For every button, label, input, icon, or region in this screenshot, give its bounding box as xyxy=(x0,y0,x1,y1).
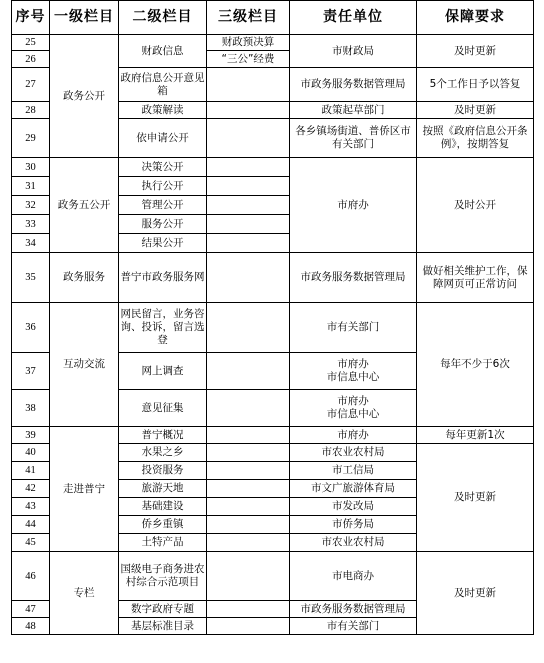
row-number: 25 xyxy=(12,35,50,51)
row-number: 46 xyxy=(12,552,50,601)
table-row xyxy=(12,253,534,303)
level3-cell xyxy=(207,234,290,253)
unit-cell: 市有关部门 xyxy=(290,303,417,353)
row-number: 38 xyxy=(12,390,50,427)
level2-cell: 结果公开 xyxy=(119,234,207,253)
table-row xyxy=(12,552,534,601)
level2-cell: 旅游天地 xyxy=(119,480,207,498)
level3-cell xyxy=(207,601,290,618)
level2-cell: 政府信息公开意见箱 xyxy=(119,68,207,102)
level3-cell xyxy=(207,215,290,234)
level3-cell xyxy=(207,444,290,462)
row-number: 45 xyxy=(12,534,50,552)
level3-cell xyxy=(207,462,290,480)
header-unit: 责任单位 xyxy=(290,1,417,35)
table-row xyxy=(12,427,534,444)
level2-cell: 管理公开 xyxy=(119,196,207,215)
row-number: 31 xyxy=(12,177,50,196)
requirement-cell: 及时更新 xyxy=(417,35,534,68)
row-number: 32 xyxy=(12,196,50,215)
unit-cell: 市工信局 xyxy=(290,462,417,480)
unit-cell xyxy=(290,353,417,390)
level1-cell: 政务五公开 xyxy=(50,158,119,253)
level2-cell: 财政信息 xyxy=(119,35,207,68)
unit-cell: 市侨务局 xyxy=(290,516,417,534)
level2-cell: 网上调查 xyxy=(119,353,207,390)
level2-cell: 政策解读 xyxy=(119,102,207,119)
level3-cell xyxy=(207,516,290,534)
row-number: 48 xyxy=(12,618,50,635)
row-number: 33 xyxy=(12,215,50,234)
row-number: 40 xyxy=(12,444,50,462)
unit-cell: 政策起草部门 xyxy=(290,102,417,119)
header-level3: 三级栏目 xyxy=(207,1,290,35)
header-level2: 二级栏目 xyxy=(119,1,207,35)
requirement-cell: 及时更新 xyxy=(417,552,534,635)
row-number: 47 xyxy=(12,601,50,618)
requirement-cell: 及时公开 xyxy=(417,158,534,253)
unit-cell: 市发改局 xyxy=(290,498,417,516)
row-number: 36 xyxy=(12,303,50,353)
level2-cell: 执行公开 xyxy=(119,177,207,196)
unit-line: 市府办 xyxy=(337,358,369,370)
requirement-cell: 每年更新1次 xyxy=(417,427,534,444)
unit-cell: 市府办 xyxy=(290,427,417,444)
unit-cell: 各乡镇场街道、普侨区市有关部门 xyxy=(290,119,417,158)
level3-cell xyxy=(207,552,290,601)
level2-cell: 服务公开 xyxy=(119,215,207,234)
unit-cell: 市文广旅游体育局 xyxy=(290,480,417,498)
unit-cell: 市电商办 xyxy=(290,552,417,601)
level3-cell xyxy=(207,303,290,353)
level2-cell: 意见征集 xyxy=(119,390,207,427)
row-number: 42 xyxy=(12,480,50,498)
level2-cell: 国级电子商务进农村综合示范项目 xyxy=(119,552,207,601)
level3-cell xyxy=(207,177,290,196)
level2-cell: 基层标准目录 xyxy=(119,618,207,635)
header-serial: 序号 xyxy=(12,1,50,35)
row-number: 28 xyxy=(12,102,50,119)
level2-cell: 土特产品 xyxy=(119,534,207,552)
row-number: 27 xyxy=(12,68,50,102)
level3-cell: “三公”经费 xyxy=(207,51,290,68)
row-number: 35 xyxy=(12,253,50,303)
level1-cell: 走进普宁 xyxy=(50,427,119,552)
row-number: 44 xyxy=(12,516,50,534)
level1-cell: 政务公开 xyxy=(50,35,119,158)
requirement-cell: 及时更新 xyxy=(417,444,534,552)
level3-cell xyxy=(207,618,290,635)
level3-cell: 财政预决算 xyxy=(207,35,290,51)
level2-cell: 普宁市政务服务网 xyxy=(119,253,207,303)
unit-cell: 市政务服务数据管理局 xyxy=(290,601,417,618)
unit-cell: 市府办 xyxy=(290,158,417,253)
level2-cell: 投资服务 xyxy=(119,462,207,480)
level2-cell: 普宁概况 xyxy=(119,427,207,444)
level3-cell xyxy=(207,253,290,303)
table-row xyxy=(12,303,534,353)
level1-cell: 政务服务 xyxy=(50,253,119,303)
level3-cell xyxy=(207,119,290,158)
row-number: 29 xyxy=(12,119,50,158)
unit-cell: 市农业农村局 xyxy=(290,534,417,552)
unit-cell xyxy=(290,390,417,427)
requirement-cell: 按照《政府信息公开条例》，按期答复 xyxy=(417,119,534,158)
level2-cell: 基础建设 xyxy=(119,498,207,516)
requirement-cell: 每年不少于6次 xyxy=(417,303,534,427)
row-number: 43 xyxy=(12,498,50,516)
unit-cell: 市政务服务数据管理局 xyxy=(290,68,417,102)
unit-cell: 市农业农村局 xyxy=(290,444,417,462)
level3-cell xyxy=(207,68,290,102)
header-level1: 一级栏目 xyxy=(50,1,119,35)
table-row xyxy=(12,35,534,51)
row-number: 34 xyxy=(12,234,50,253)
unit-line: 市府办 xyxy=(337,395,369,407)
level2-cell: 侨乡重镇 xyxy=(119,516,207,534)
requirement-cell: 5个工作日予以答复 xyxy=(417,68,534,102)
level3-cell xyxy=(207,158,290,177)
level3-cell xyxy=(207,353,290,390)
level3-cell xyxy=(207,196,290,215)
row-number: 26 xyxy=(12,51,50,68)
level3-cell xyxy=(207,102,290,119)
level3-cell xyxy=(207,534,290,552)
level3-cell xyxy=(207,427,290,444)
level2-cell: 依申请公开 xyxy=(119,119,207,158)
header-row xyxy=(12,1,534,35)
unit-line: 市信息中心 xyxy=(326,408,380,420)
unit-cell: 市财政局 xyxy=(290,35,417,68)
row-number: 39 xyxy=(12,427,50,444)
unit-line: 市信息中心 xyxy=(326,371,380,383)
header-requirement: 保障要求 xyxy=(417,1,534,35)
table-row xyxy=(12,158,534,177)
level3-cell xyxy=(207,498,290,516)
requirement-cell: 及时更新 xyxy=(417,102,534,119)
row-number: 37 xyxy=(12,353,50,390)
row-number: 30 xyxy=(12,158,50,177)
row-number: 41 xyxy=(12,462,50,480)
requirement-cell: 做好相关维护工作，保障网页可正常访问 xyxy=(417,253,534,303)
level2-cell: 决策公开 xyxy=(119,158,207,177)
level2-cell: 水果之乡 xyxy=(119,444,207,462)
level3-cell xyxy=(207,390,290,427)
level2-cell: 数字政府专题 xyxy=(119,601,207,618)
level1-cell: 互动交流 xyxy=(50,303,119,427)
unit-cell: 市有关部门 xyxy=(290,618,417,635)
level3-cell xyxy=(207,480,290,498)
responsibility-table xyxy=(11,0,534,635)
unit-cell: 市政务服务数据管理局 xyxy=(290,253,417,303)
level2-cell: 网民留言，业务咨询、投诉，留言选登 xyxy=(119,303,207,353)
level1-cell: 专栏 xyxy=(50,552,119,635)
